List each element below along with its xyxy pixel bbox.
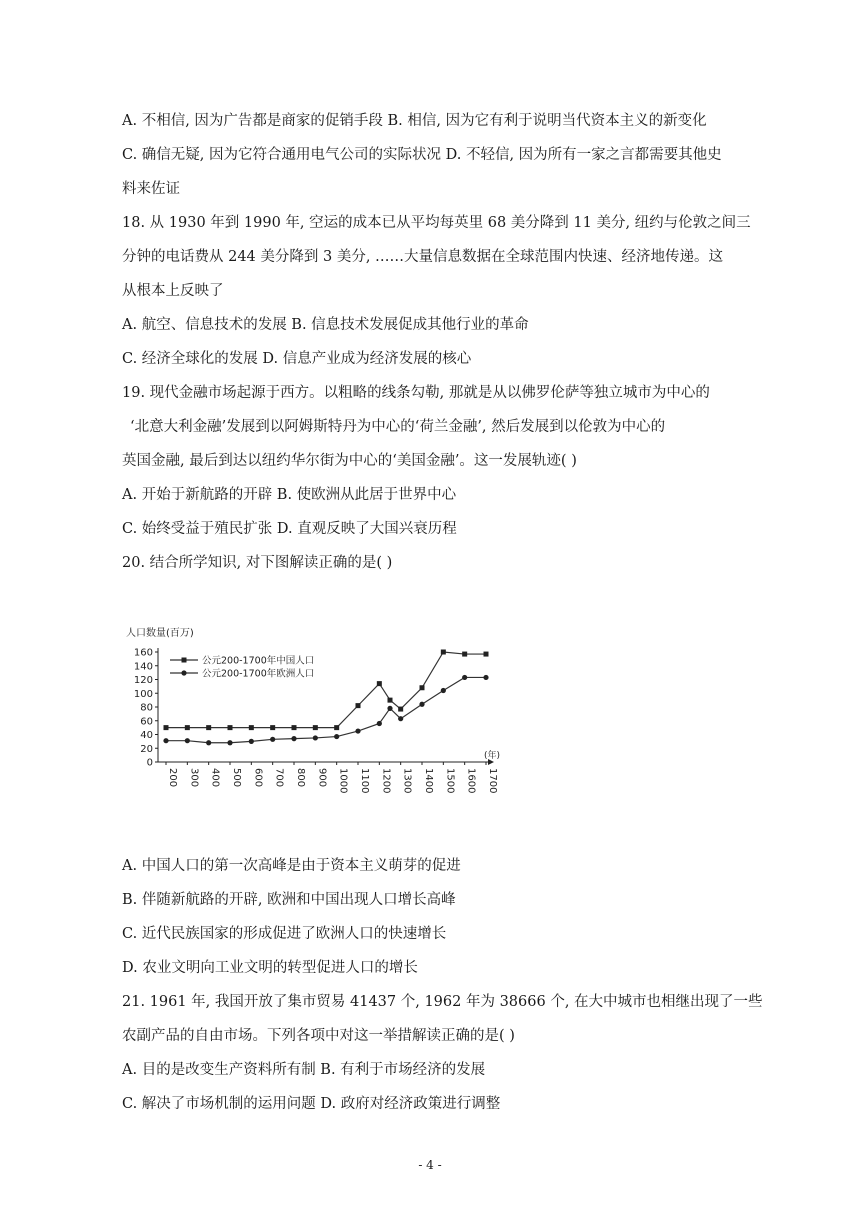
data-point-europe: [270, 737, 275, 742]
x-tick-label: 900: [316, 768, 328, 788]
x-tick-label: 1300: [401, 768, 413, 794]
x-tick-label: 1400: [423, 768, 434, 794]
population-chart: [118, 620, 501, 794]
data-point-china: [228, 725, 233, 730]
x-tick-label: 1000: [337, 768, 349, 794]
question-20: 20. 结合所学知识, 对下图解读正确的是( ): [122, 555, 393, 571]
option-line: A. 中国人口的第一次高峰是由于资本主义萌芽的促进: [122, 858, 461, 874]
chart-axes: [134, 648, 500, 794]
y-axis-label: 人口数量(百万): [126, 628, 194, 639]
text-line: 料来佐证: [122, 181, 180, 197]
chart-legend: [170, 655, 314, 680]
option-line: C. 近代民族国家的形成促进了欧洲人口的快速增长: [122, 926, 447, 942]
data-point-europe: [163, 738, 168, 743]
page-number: - 4 -: [418, 1158, 442, 1172]
option-line: A. 目的是改变生产资料所有制 B. 有利于市场经济的发展: [122, 1062, 486, 1078]
option-line: C. 经济全球化的发展 D. 信息产业成为经济发展的核心: [122, 351, 472, 367]
data-point-china: [164, 725, 169, 730]
data-point-europe: [334, 734, 339, 739]
x-tick-label: 600: [252, 768, 264, 788]
text-line: ‘北意大利金融’发展到以阿姆斯特丹为中心的‘荷兰金融’, 然后发展到以伦敦为中心的: [130, 419, 666, 435]
data-point-china: [388, 698, 393, 703]
data-point-china: [420, 685, 425, 690]
x-tick-label: 300: [188, 768, 200, 788]
data-point-china: [462, 652, 467, 657]
question-19: 19. 现代金融市场起源于西方。以粗略的线条勾勒, 那就是从以佛罗伦萨等独立城市为中心的: [122, 385, 710, 401]
option-line: C. 解决了市场机制的运用问题 D. 政府对经济政策进行调整: [122, 1096, 501, 1112]
x-tick-label: 1200: [380, 768, 392, 794]
x-tick-label: 500: [231, 768, 242, 788]
data-point-europe: [227, 740, 232, 745]
text-line: 从根本上反映了: [122, 283, 224, 299]
x-tick-label: 1100: [359, 768, 370, 794]
x-tick-label: 1700: [487, 768, 498, 794]
series-line: [166, 677, 486, 742]
data-point-europe: [462, 675, 467, 680]
y-tick-label: 60: [140, 716, 153, 728]
text-line: A. 不相信, 因为广告都是商家的促销手段 B. 相信, 因为它有利于说明当代资本主义的新变化: [122, 113, 707, 129]
text-line: 农副产品的自由市场。下列各项中对这一举措解读正确的是( ): [122, 1028, 515, 1044]
data-point-china: [398, 707, 403, 712]
y-tick-label: 80: [140, 702, 153, 714]
x-tick-label: 1500: [444, 768, 456, 794]
y-tick-label: 40: [140, 730, 153, 741]
data-point-china: [334, 725, 339, 730]
data-point-china: [484, 652, 489, 657]
x-axis-label: (年): [484, 751, 501, 761]
question-18: 18. 从 1930 年到 1990 年, 空运的成本已从平均每英里 68 美分降到 11 美分, 纽约与伦敦之间三: [122, 215, 751, 231]
data-point-china: [249, 725, 254, 730]
x-tick-label: 200: [167, 768, 178, 788]
legend-label: 公元200-1700年欧洲人口: [202, 668, 315, 680]
y-tick-label: 0: [146, 757, 153, 769]
data-point-europe: [185, 738, 190, 743]
x-tick-label: 1600: [465, 768, 477, 794]
data-point-europe: [355, 728, 360, 733]
legend-marker: [181, 670, 186, 675]
option-line: D. 农业文明向工业文明的转型促进人口的增长: [122, 960, 418, 976]
y-tick-label: 140: [133, 661, 153, 673]
legend-label: 公元200-1700年中国人口: [202, 655, 315, 667]
option-line: A. 航空、信息技术的发展 B. 信息技术发展促成其他行业的革命: [122, 317, 529, 333]
y-tick-label: 100: [133, 688, 153, 700]
data-point-china: [185, 725, 190, 730]
data-point-europe: [483, 675, 488, 680]
data-point-europe: [206, 740, 211, 745]
y-tick-label: 120: [133, 675, 153, 686]
data-point-europe: [291, 736, 296, 741]
data-point-china: [356, 703, 361, 708]
option-line: A. 开始于新航路的开辟 B. 使欧洲从此居于世界中心: [122, 487, 457, 503]
data-point-china: [292, 725, 297, 730]
data-point-europe: [387, 706, 392, 711]
text-line: C. 确信无疑, 因为它符合通用电气公司的实际状况 D. 不轻信, 因为所有一家之言都需要其他史: [122, 147, 722, 163]
y-tick-label: 160: [133, 647, 153, 659]
data-point-china: [313, 725, 318, 730]
data-point-china: [270, 725, 275, 730]
y-tick-label: 20: [140, 743, 153, 755]
data-point-europe: [419, 702, 424, 707]
data-point-europe: [313, 735, 318, 740]
data-point-europe: [441, 688, 446, 693]
data-point-china: [441, 650, 446, 655]
x-tick-label: 400: [209, 768, 221, 788]
x-tick-label: 800: [295, 768, 306, 788]
text-line: 英国金融, 最后到达以纽约华尔街为中心的‘美国金融’。这一发展轨迹( ): [122, 453, 577, 469]
data-point-china: [377, 681, 382, 686]
data-point-china: [206, 725, 211, 730]
option-line: B. 伴随新航路的开辟, 欧洲和中国出现人口增长高峰: [122, 892, 456, 908]
data-point-europe: [398, 716, 403, 721]
x-tick-label: 700: [273, 768, 285, 788]
data-point-europe: [249, 739, 254, 744]
text-line: 分钟的电话费从 244 美分降到 3 美分, ……大量信息数据在全球范围内快速、经济地传递。这: [122, 249, 724, 265]
question-21: 21. 1961 年, 我国开放了集市贸易 41437 个, 1962 年为 38666 个, 在大中城市也相继出现了一些: [122, 994, 763, 1010]
legend-marker: [182, 658, 187, 663]
option-line: C. 始终受益于殖民扩张 D. 直观反映了大国兴衰历程: [122, 521, 457, 537]
data-point-europe: [377, 721, 382, 726]
